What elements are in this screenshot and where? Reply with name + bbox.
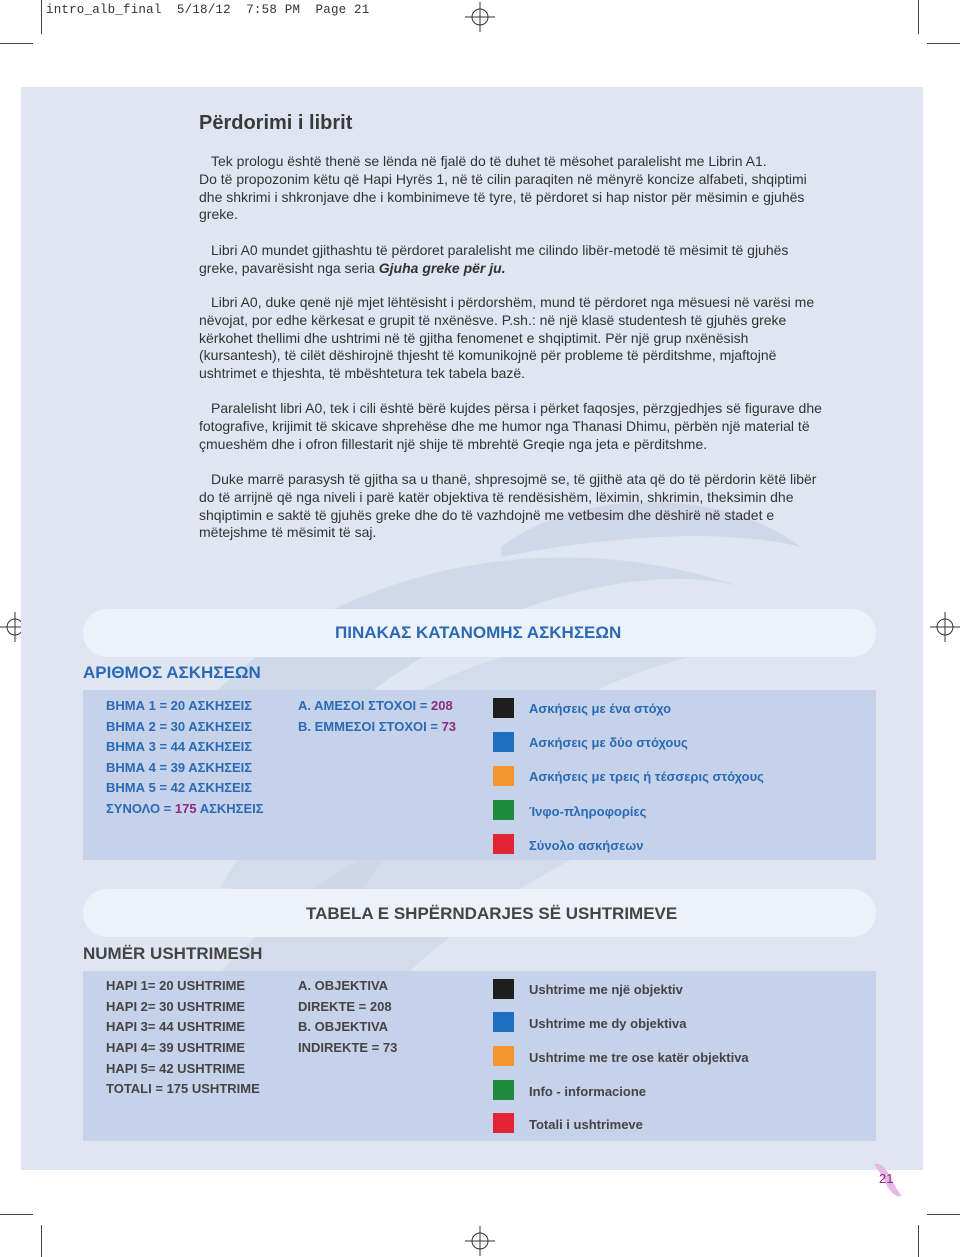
registration-mark-icon bbox=[465, 1226, 495, 1256]
legend-swatch-orange bbox=[493, 766, 514, 786]
text-line: kërkohet thellimi dhe ushtrimi në të gjitha fenomenet e shqiptimit. Për një grup nxënësish bbox=[199, 329, 749, 346]
crop-mark bbox=[918, 0, 919, 34]
registration-mark-icon bbox=[930, 612, 960, 642]
crop-mark bbox=[927, 1214, 960, 1215]
crop-mark bbox=[918, 1225, 919, 1257]
crop-mark bbox=[41, 0, 42, 34]
text-line: Do të propozonim këtu që Hapi Hyrës 1, në të cilin paraqiten në mënyrë koncize alfabeti, shqiptimi bbox=[199, 170, 807, 187]
paragraph-5 bbox=[199, 471, 864, 542]
albanian-total-value: 175 bbox=[166, 1081, 189, 1096]
paragraph-1 bbox=[199, 153, 864, 224]
legend-swatch-green bbox=[493, 1080, 514, 1100]
albanian-objective-a-label: A. OBJEKTIVA bbox=[298, 978, 389, 993]
albanian-exercise-count-heading: NUMËR USHTRIMESH bbox=[83, 944, 263, 963]
crop-mark bbox=[927, 43, 960, 44]
greek-legend-2: Ασκήσεις με δύο στόχους bbox=[529, 735, 688, 750]
albanian-total-prefix: TOTALI = bbox=[106, 1081, 167, 1096]
crop-mark bbox=[0, 1214, 33, 1215]
greek-total bbox=[106, 801, 264, 816]
greek-step-3: ΒΗΜΑ 3 = 44 ΑΣΚΗΣΕΙΣ bbox=[106, 739, 253, 754]
greek-legend-5: Σύνολο ασκήσεων bbox=[529, 838, 644, 853]
albanian-indirect-label: INDIREKTE = bbox=[298, 1040, 383, 1055]
greek-step-5: ΒΗΜΑ 5 = 42 ΑΣΚΗΣΕΙΣ bbox=[106, 780, 253, 795]
greek-legend-4: Ίνφο-πληροφορίες bbox=[529, 804, 647, 819]
albanian-step-1: HAPI 1= 20 USHTRIME bbox=[106, 978, 246, 993]
legend-swatch-blue bbox=[493, 1012, 514, 1032]
text-line: çmueshëm dhe i ofron fillestarit një shije të mbrehtë Greqie nga jeta e përditshme. bbox=[199, 435, 708, 452]
text-line: Libri A0 mundet gjithashtu të përdoret paralelisht me cilindo libër-metodë të mësimit të gjuhës bbox=[211, 242, 789, 258]
albanian-total bbox=[106, 1081, 260, 1096]
greek-indirect-objectives bbox=[298, 719, 456, 734]
albanian-legend-2: Ushtrime me dy objektiva bbox=[529, 1016, 687, 1031]
text-line: ushtrimet e thjeshta, të mbështetura tek tabela bazë. bbox=[199, 365, 526, 382]
text-line: Libri A0, duke qenë një mjet lëhtësisht i përdorshëm, mund të përdoret nga mësuesi në varësi me bbox=[211, 294, 815, 310]
albanian-total-suffix: USHTRIME bbox=[188, 1081, 260, 1096]
greek-total-value: 175 bbox=[174, 801, 197, 816]
text-line: greke. bbox=[199, 206, 238, 223]
text-line: nëvojat, por edhe kërkesat e grupit të nxënësve. P.sh.: në një klasë studentesh të gjuhës greke bbox=[199, 311, 787, 328]
text-line: Paralelisht libri A0, tek i cili është bërë kujdes përsa i përket faqosjes, përzgjedhjes së figurave dhe bbox=[211, 400, 822, 416]
text-line: do të arrijnë që nga niveli i parë katër objektiva të rendësishëm, lëximin, shkrimin, theksimin dhe bbox=[199, 488, 794, 505]
albanian-step-3: HAPI 3= 44 USHTRIME bbox=[106, 1019, 246, 1034]
legend-swatch-black bbox=[493, 698, 514, 718]
crop-mark bbox=[0, 43, 33, 44]
albanian-objective-b-label: B. OBJEKTIVA bbox=[298, 1019, 389, 1034]
albanian-direct-label: DIREKTE = bbox=[298, 999, 370, 1014]
text-line: shqiptimin e saktë të gjuhës greke dhe do të vazhdojnë me vetbesim dhe dëshirë në stadet e bbox=[199, 506, 775, 523]
page-number: 21 bbox=[879, 1171, 894, 1186]
greek-direct-objectives bbox=[298, 698, 453, 713]
greek-legend-1: Ασκήσεις με ένα στόχο bbox=[529, 701, 672, 716]
greek-legend-3: Ασκήσεις με τρεις ή τέσσερις στόχους bbox=[529, 769, 764, 784]
print-slug: intro_alb_final 5/18/12 7:58 PM Page 21 bbox=[46, 3, 370, 17]
albanian-step-2: HAPI 2= 30 USHTRIME bbox=[106, 999, 246, 1014]
greek-total-suffix: ΑΣΚΗΣΕΙΣ bbox=[196, 801, 264, 816]
paragraph-3 bbox=[199, 294, 864, 383]
legend-swatch-red bbox=[493, 1113, 514, 1133]
legend-swatch-blue bbox=[493, 732, 514, 752]
greek-step-4: ΒΗΜΑ 4 = 39 ΑΣΚΗΣΕΙΣ bbox=[106, 760, 253, 775]
text-line: dhe shkrimi i shkronjave dhe i kombinimeve të tyre, të përdoret si hap nistor për mësimin e gjuhës bbox=[199, 188, 805, 205]
paragraph-4 bbox=[199, 400, 864, 453]
text-line: (kursantesh), të cilët dëshirojnë thjesht të komunikojnë për probleme të përditshme, mjaftojnë bbox=[199, 347, 777, 364]
greek-indirect-value: 73 bbox=[441, 719, 457, 734]
text-line: Tek prologu është thenë se lënda në fjalë do të duhet të mësohet paralelisht me Librin A1. bbox=[211, 153, 767, 169]
greek-total-prefix: ΣΥΝΟΛΟ = bbox=[106, 801, 175, 816]
text-line: fotografive, krijimit të skicave shprehëse dhe me humor nga Thanasi Dhimu, përbën një material të bbox=[199, 417, 810, 434]
greek-direct-value: 208 bbox=[430, 698, 453, 713]
albanian-legend-3: Ushtrime me tre ose katër objektiva bbox=[529, 1050, 749, 1065]
series-title: Gjuha greke për ju. bbox=[378, 259, 506, 276]
albanian-indirect-value: 73 bbox=[382, 1040, 398, 1055]
greek-direct-label: Α. ΑΜΕΣΟΙ ΣΤΟΧΟΙ = bbox=[298, 698, 431, 713]
albanian-step-5: HAPI 5= 42 USHTRIME bbox=[106, 1061, 246, 1076]
page-title: Përdorimi i librit bbox=[199, 112, 353, 134]
text-line: Duke marrë parasysh të gjitha sa u thanë, shpresojmë se, të gjithë ata që do të përdorin këtë libër bbox=[211, 471, 817, 487]
greek-table-title: ΠΙΝΑΚΑΣ ΚΑΤΑΝΟΜΗΣ ΑΣΚΗΣΕΩΝ bbox=[335, 623, 622, 642]
greek-step-2: ΒΗΜΑ 2 = 30 ΑΣΚΗΣΕΙΣ bbox=[106, 719, 253, 734]
text-line: mëtejshme të mësimit të saj. bbox=[199, 524, 377, 541]
text-line: greke, pavarësisht nga seria bbox=[199, 259, 375, 276]
legend-swatch-black bbox=[493, 979, 514, 999]
albanian-direct-value: 208 bbox=[369, 999, 392, 1014]
crop-mark bbox=[41, 1225, 42, 1257]
albanian-legend-4: Info - informacione bbox=[529, 1084, 646, 1099]
albanian-table-box bbox=[83, 971, 876, 1141]
legend-swatch-red bbox=[493, 834, 514, 854]
greek-indirect-label: Β. ΕΜΜΕΣΟΙ ΣΤΟΧΟΙ = bbox=[298, 719, 442, 734]
albanian-objective-a-value-line bbox=[298, 999, 392, 1014]
albanian-objective-b-value-line bbox=[298, 1040, 397, 1055]
paragraph-2 bbox=[199, 242, 864, 278]
albanian-step-4: HAPI 4= 39 USHTRIME bbox=[106, 1040, 246, 1055]
albanian-table-title: TABELA E SHPËRNDARJES SË USHTRIMEVE bbox=[306, 904, 678, 923]
legend-swatch-green bbox=[493, 800, 514, 820]
albanian-legend-1: Ushtrime me një objektiv bbox=[529, 982, 683, 997]
greek-exercise-count-heading: ΑΡΙΘΜΟΣ ΑΣΚΗΣΕΩΝ bbox=[83, 663, 261, 682]
registration-mark-icon bbox=[465, 2, 495, 32]
albanian-legend-5: Totali i ushtrimeve bbox=[529, 1117, 643, 1132]
legend-swatch-orange bbox=[493, 1046, 514, 1066]
greek-step-1: ΒΗΜΑ 1 = 20 ΑΣΚΗΣΕΙΣ bbox=[106, 698, 253, 713]
